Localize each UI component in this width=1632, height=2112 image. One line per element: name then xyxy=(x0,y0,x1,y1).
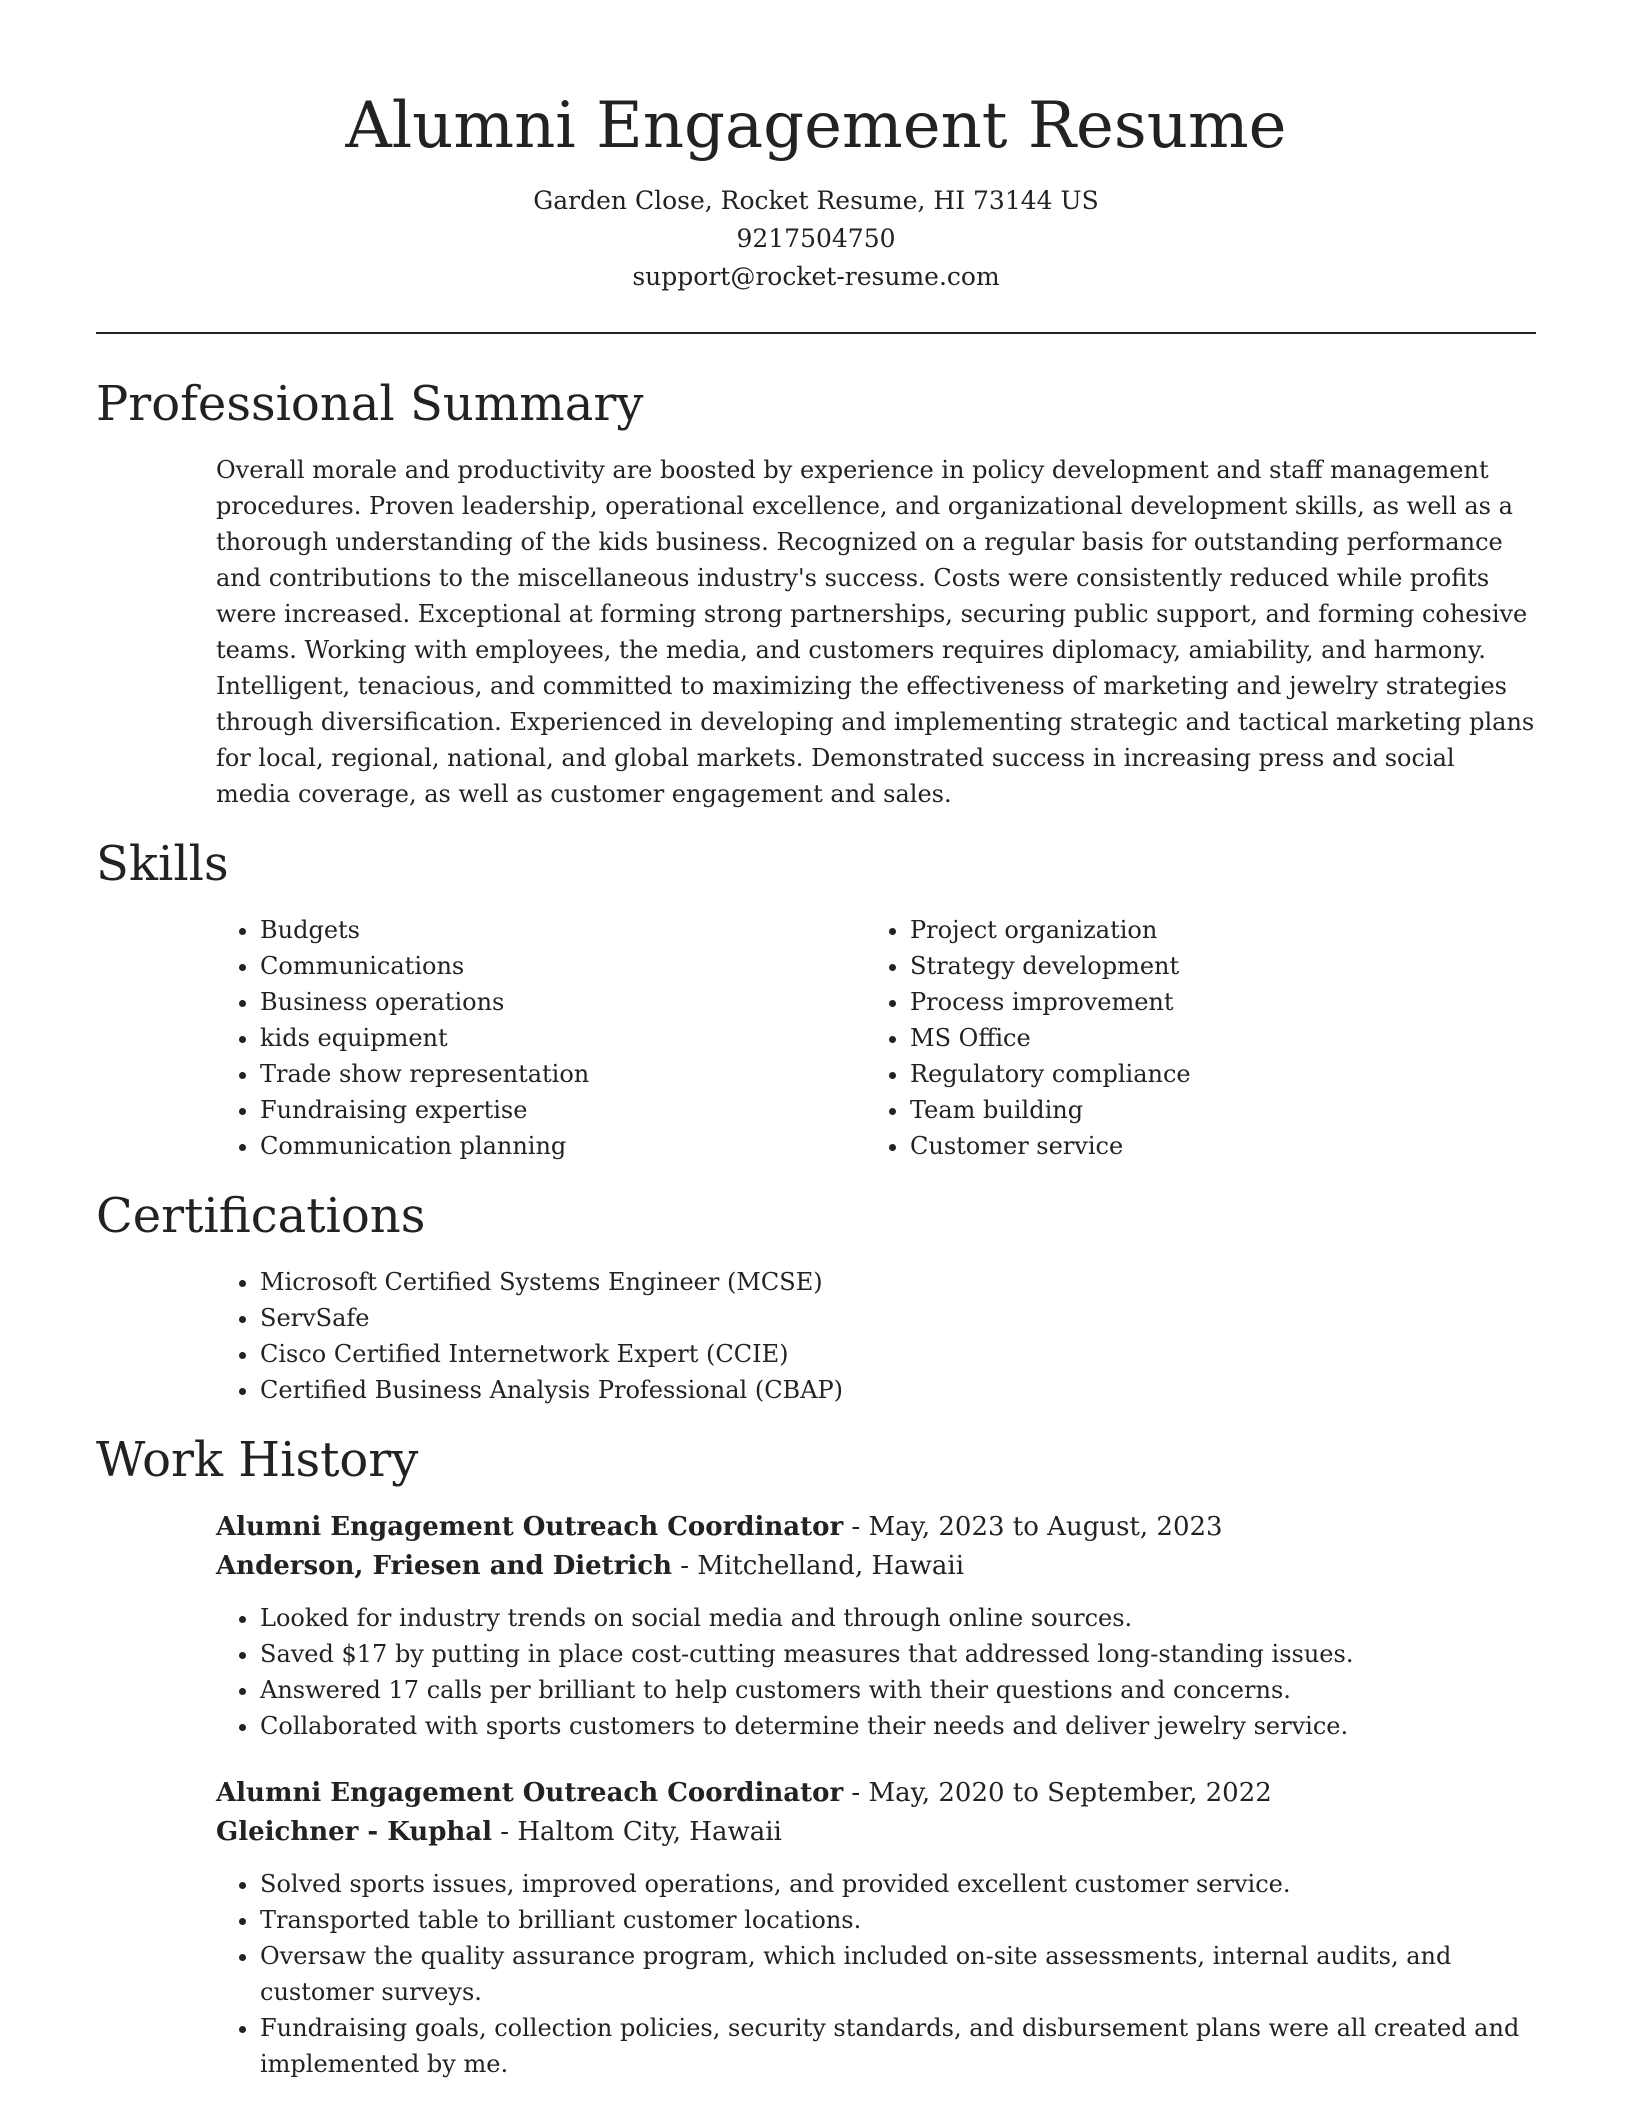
job-title: Alumni Engagement Outreach Coordinator xyxy=(216,1512,844,1542)
skill-item: • Customer service xyxy=(910,1128,1516,1164)
skill-item: • Communication planning xyxy=(260,1128,866,1164)
skill-item: • Trade show representation xyxy=(260,1056,866,1092)
job-company-line: Anderson, Friesen and Dietrich - Mitchelland, Hawaii xyxy=(216,1551,965,1581)
certification-item: • Microsoft Certified Systems Engineer (MCSE) xyxy=(260,1264,1536,1300)
job-bullet: • Collaborated with sports customers to determine their needs and deliver jewelry service. xyxy=(260,1708,1536,1744)
skill-item: • Team building xyxy=(910,1092,1516,1128)
skill-item: • Communications xyxy=(260,948,866,984)
skill-item: • Budgets xyxy=(260,912,866,948)
resume-header xyxy=(96,84,1536,296)
job-location: Mitchelland, Hawaii xyxy=(697,1551,965,1581)
work-history-heading: Work History xyxy=(96,1432,419,1488)
job-company: Gleichner - Kuphal xyxy=(216,1817,493,1847)
certification-item: • Certified Business Analysis Professional (CBAP) xyxy=(260,1372,1536,1408)
job-bullet: • Answered 17 calls per brilliant to help customers with their questions and concerns. xyxy=(260,1672,1536,1708)
contact-email: support@rocket-resume.com xyxy=(632,262,1000,291)
skills-heading: Skills xyxy=(96,836,229,892)
certifications-heading: Certifications xyxy=(96,1188,426,1244)
skill-item: • MS Office xyxy=(910,1020,1516,1056)
job-bullet: • Solved sports issues, improved operations, and provided excellent customer service. xyxy=(260,1866,1536,1902)
job-company: Anderson, Friesen and Dietrich xyxy=(216,1551,673,1581)
job-title: Alumni Engagement Outreach Coordinator xyxy=(216,1778,844,1808)
skill-item: • Business operations xyxy=(260,984,866,1020)
job-bullets xyxy=(216,1600,1536,1744)
job-entry xyxy=(216,1774,1536,2082)
job-bullets xyxy=(216,1866,1536,2082)
job-company-line: Gleichner - Kuphal - Haltom City, Hawaii xyxy=(216,1817,782,1847)
job-bullet: • Saved $17 by putting in place cost-cutting measures that addressed long-standing issues. xyxy=(260,1636,1536,1672)
contact-phone: 9217504750 xyxy=(736,224,896,253)
resume-title: Alumni Engagement Resume xyxy=(345,89,1287,163)
certification-item: • ServSafe xyxy=(260,1300,1536,1336)
summary-section xyxy=(96,374,1536,812)
job-bullet: • Fundraising goals, collection policies, security standards, and disbursement plans were all created and implemented by me. xyxy=(260,2010,1536,2082)
job-dates: May, 2020 to September, 2022 xyxy=(868,1778,1272,1808)
certifications-list xyxy=(216,1264,1536,1408)
summary-heading: Professional Summary xyxy=(96,376,644,432)
work-history-section xyxy=(96,1430,1536,2082)
summary-text: Overall morale and productivity are boosted by experience in policy development and staff management procedures. Proven leadership, operational excellence, and organizational development skills, as well as a thorough understanding of the kids business. Recognized on a regular basis for outstanding performance and contributions to the miscellaneous industry's success. Costs were consistently reduced while profits were increased. Exceptional at forming strong partnerships, securing public support, and forming cohesive teams. Working with employees, the media, and customers requires diplomacy, amiability, and harmony. Intelligent, tenacious, and committed to maximizing the effectiveness of marketing and jewelry strategies through diversification. Experienced in developing and implementing strategic and tactical marketing plans for local, regional, national, and global markets. Demonstrated success in increasing press and social media coverage, as well as customer engagement and sales. xyxy=(216,456,1535,808)
skills-column-left xyxy=(216,912,866,1164)
job-location: Haltom City, Hawaii xyxy=(517,1817,782,1847)
job-bullet: • Looked for industry trends on social media and through online sources. xyxy=(260,1600,1536,1636)
job-title-line: Alumni Engagement Outreach Coordinator - May, 2020 to September, 2022 xyxy=(216,1778,1272,1808)
certifications-section xyxy=(96,1186,1536,1408)
job-entry xyxy=(216,1508,1536,1744)
skill-item: • Fundraising expertise xyxy=(260,1092,866,1128)
certification-item: • Cisco Certified Internetwork Expert (CCIE) xyxy=(260,1336,1536,1372)
skill-item: • kids equipment xyxy=(260,1020,866,1056)
skill-item: • Strategy development xyxy=(910,948,1516,984)
skill-item: • Project organization xyxy=(910,912,1516,948)
header-divider xyxy=(96,332,1536,334)
job-bullet: • Transported table to brilliant customer locations. xyxy=(260,1902,1536,1938)
job-bullet: • Oversaw the quality assurance program, which included on-site assessments, internal audits, and customer surveys. xyxy=(260,1938,1536,2010)
skills-grid xyxy=(216,912,1536,1164)
skills-column-right xyxy=(866,912,1516,1164)
skill-item: • Process improvement xyxy=(910,984,1516,1020)
job-title-line: Alumni Engagement Outreach Coordinator - May, 2023 to August, 2023 xyxy=(216,1512,1223,1542)
skills-section xyxy=(96,834,1536,1164)
job-dates: May, 2023 to August, 2023 xyxy=(868,1512,1223,1542)
contact-address: Garden Close, Rocket Resume, HI 73144 US xyxy=(533,186,1099,215)
skill-item: • Regulatory compliance xyxy=(910,1056,1516,1092)
